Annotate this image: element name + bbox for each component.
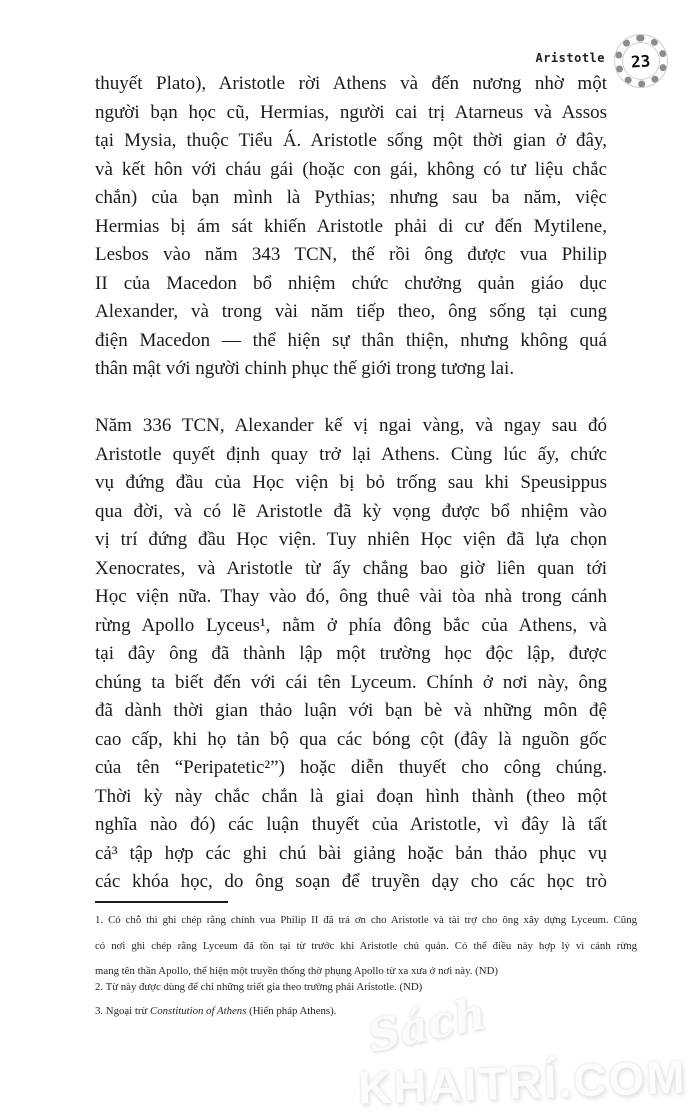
page-number-badge	[615, 35, 667, 87]
text-line: Thời kỳ này chắc chắn là giai đoạn hình thành (theo một	[95, 785, 607, 807]
text-line: các khóa học, do ông soạn để truyền dạy cho các học trò	[95, 871, 607, 892]
footnote-line: có nơi ghi chép rằng Lyceum đã tồn tại từ trước khi Aristotle chủ quản. Có thể điều này hợp lý vì cánh rừng	[95, 939, 637, 952]
text-line: vụ đứng đầu của Học viện bị bỏ trống sau khi Speusippus	[95, 472, 607, 493]
paragraph-2	[95, 412, 607, 897]
text-line: thuyết Plato), Aristotle rời Athens và đến nương nhờ một	[95, 73, 607, 94]
text-line: Lesbos vào năm 343 TCN, thế rồi ông được vua Philip	[95, 244, 607, 265]
page-number: 23	[630, 50, 652, 72]
text-line: rừng Apollo Lyceus¹, nằm ở phía đông bắc của Athens, và	[95, 614, 607, 636]
text-line: cả³ tập hợp các ghi chú bài giảng hoặc bản thảo phục vụ	[95, 842, 607, 864]
text-line: Học viện nữa. Thay vào đó, ông thuê vài tòa nhà trong cánh	[95, 586, 607, 607]
footnote-line: 1. Có chỗ thì ghi chép rằng chính vua Philip II đã trả ơn cho Aristotle và tài trợ cho ông xây dựng Lyceum. Cũng	[95, 914, 637, 926]
footnote-3-suffix: (Hiến pháp Athens).	[246, 1005, 337, 1017]
footnote-3	[95, 999, 637, 1024]
text-line: Hermias bị ám sát khiến Aristotle phải di cư đến Mytilene,	[95, 215, 607, 237]
text-line: chúng ta biết đến với cái tên Lyceum. Chính ở nơi này, ông	[95, 671, 607, 693]
text-line: nghĩa nào đó) các luận thuyết của Aristotle, vì đây là tất	[95, 814, 607, 835]
text-line: chắn) của bạn mình là Pythias; nhưng sau ba năm, việc	[95, 187, 607, 208]
text-line: Xenocrates, và Aristotle từ ấy chẳng bao giờ liên quan tới	[95, 557, 607, 579]
running-title: Aristotle	[535, 51, 605, 65]
text-line: của tên “Peripatetic²”) hoặc diễn thuyết cho công chúng.	[95, 757, 607, 778]
text-line: tại Mysia, thuộc Tiểu Á. Aristotle sống một thời gian ở đây,	[95, 130, 607, 151]
text-line: Alexander, và trong vài năm tiếp theo, ông sống tại cung	[95, 301, 607, 322]
text-line: vị trí đứng đầu Học viện. Tuy nhiên Học viện đã lựa chọn	[95, 529, 607, 550]
footnote-3-book-title: Constitution of Athens	[150, 1005, 247, 1017]
footnote-2: 2. Từ này được dùng để chỉ những triết gia theo trường phái Aristotle. (ND)	[95, 981, 423, 993]
text-line: điện Macedon — thể hiện sự thân thiện, nhưng không quá	[95, 329, 607, 351]
text-line: II của Macedon bổ nhiệm chức chưởng quản giáo dục	[95, 272, 607, 294]
text-line: qua đời, và có lẽ Aristotle đã kỳ vọng được bổ nhiệm vào	[95, 500, 607, 522]
watermark-brand-text: KHAITRÍ.COM	[357, 1050, 688, 1114]
paragraph-1	[95, 70, 607, 384]
footnote-line: mang tên thần Apollo, thể hiện một truyền thống thờ phụng Apollo từ xa xưa ở nơi này. (ND)	[95, 965, 498, 978]
footnote-3-prefix: 3. Ngoại trừ	[95, 1005, 151, 1017]
text-line: cao cấp, khi họ tản bộ qua các bóng cột (đây là nguồn gốc	[95, 728, 607, 750]
text-line: đã dành thời gian thảo luận với bạn bè và những môn đệ	[95, 700, 607, 721]
watermark-script-text: Sách	[363, 988, 491, 1063]
text-line: người bạn học cũ, Hermias, người cai trị Atarneus và Assos	[95, 101, 607, 123]
footnote-separator	[95, 901, 228, 903]
text-line: Aristotle quyết định quay trở lại Athens. Cùng lúc ấy, chức	[95, 443, 607, 465]
text-line: thân mật với người chinh phục thế giới trong tương lai.	[95, 358, 515, 379]
text-line: Năm 336 TCN, Alexander kế vị ngai vàng, và ngay sau đó	[95, 415, 607, 436]
text-line: và kết hôn với cháu gái (hoặc con gái, không có tư liệu chắc	[95, 158, 607, 180]
footnote-1	[95, 908, 637, 985]
text-line: tại đây ông đã thành lập một trường học độc lập, được	[95, 643, 607, 664]
